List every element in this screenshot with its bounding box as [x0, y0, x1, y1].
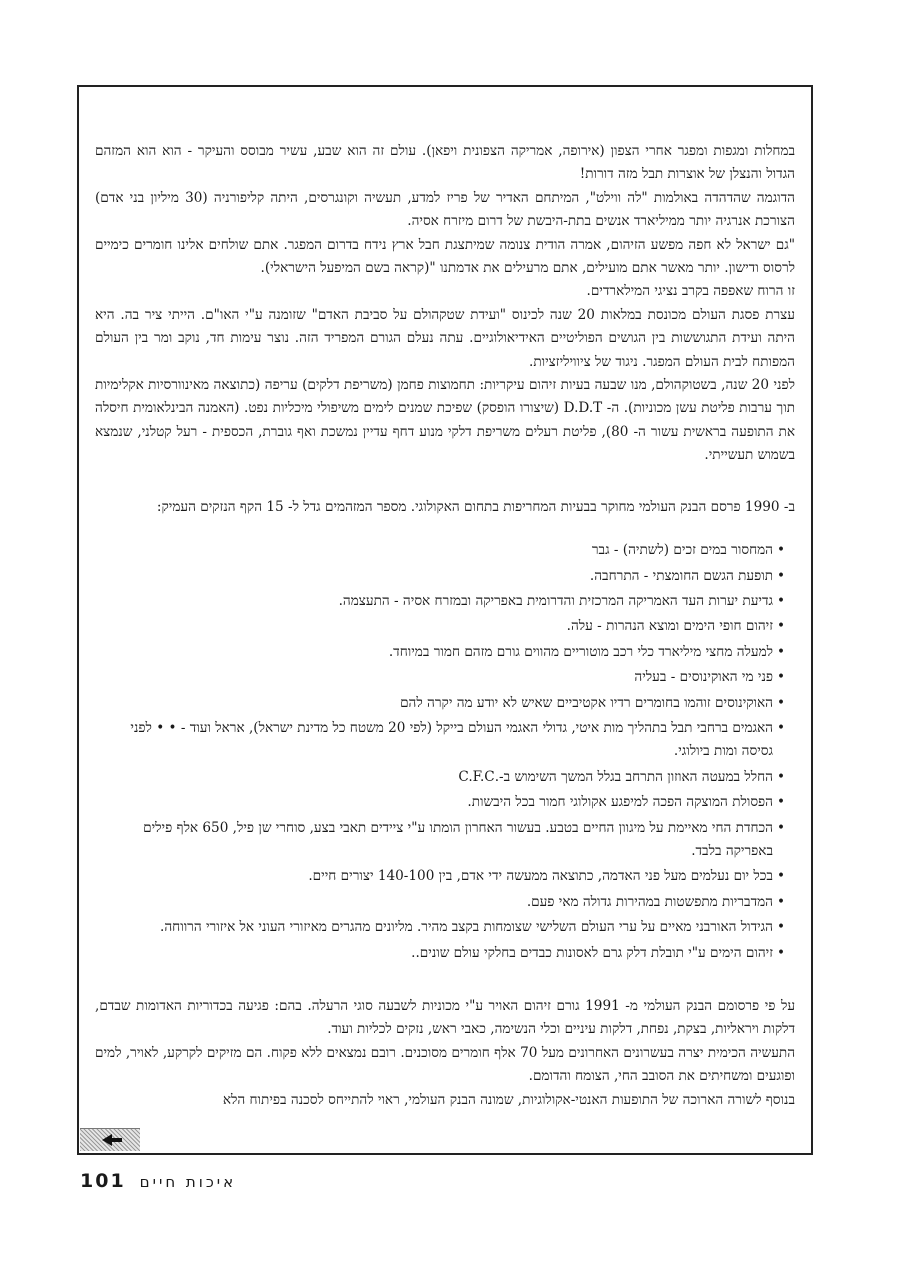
list-item: • זיהום חופי הימים ומוצא הנהרות - עלה.	[95, 615, 785, 638]
list-item: • תופעת הגשם החומצתי - התרחבה.	[95, 565, 785, 588]
list-item: • הפסולת המוצקה הפכה למיפגע אקולוגי חמור בכל היבשות.	[95, 791, 785, 814]
list-item: • פני מי האוקינוסים - בעליה	[95, 666, 785, 689]
paragraph: התעשיה הכימית יצרה בעשרונים האחרונים מעל 70 אלף חומרים מסוכנים. רובם נמצאים ללא פקוח. הם מזיקים לקרקע, לאויר, למים ופוגעים ומשחיתים את הסובב החי, הצומח והדומם.	[95, 1044, 796, 1085]
page-number: 101	[80, 1170, 126, 1192]
list-item: • זיהום הימים ע"י תובלת דלק גרם לאסונות כבדים בחלקי עולם שונים..	[95, 942, 785, 965]
pollution-problems-list	[95, 539, 795, 965]
back-arrow-icon[interactable]	[80, 1128, 140, 1151]
list-item: • הכחדת החי מאיימת על מיגוון החיים בטבע. בעשור האחרון הומתו ע"י ציידים תאבי בצע, סוחרי שן פיל, 650 אלף פילים באפריקה בלבד.	[95, 817, 785, 864]
list-item: • גדיעת יערות העד האמריקה המרכזית והדרומית באפריקה ובמזרח אסיה - התעצמה.	[95, 590, 785, 613]
list-item: • החלל במעטה האוזון התרחב בגלל המשך השימוש ב-.C.F.C	[95, 766, 785, 789]
list-item: • האוקינוסים זוהמו בחומרים רדיו אקטיביים שאיש לא יודע מה יקרה להם	[95, 692, 785, 715]
paragraph: "גם ישראל לא חפה מפשע הזיהום, אמרה הודית צנומה שמיתצגת חבל ארץ נידח בדרום המפגר. אתם שולחים אלינו חומרים כימיים לרסוס ודישון. יותר מאשר אתם מועילים, אתם מרעילים את אדמתנו "(קראה בשם המיפעל הישראלי).	[95, 236, 795, 277]
list-item: • למעלה מחצי מיליארד כלי רכב מוטוריים מהווים גורם מזהם חמור במיוחד.	[95, 641, 785, 664]
intro-1990-paragraph: ב- 1990 פרסם הבנק העולמי מחוקר בבעיות המחריפות בתחום האקולוגי. מספר המזהמים גדל ל- 15 הקף הנזקים העמיק:	[156, 498, 795, 515]
list-item: • המחסור במים זכים (לשתיה) - גבר	[95, 539, 785, 562]
paragraph: במחלות ומגפות ומפגר אחרי הצפון (אירופה, אמריקה הצפונית ויפאן). עולם זה הוא שבע, עשיר מבוסס והעיקר - הוא הוא המזהם הגדול והנצלן של אוצרות תבל מזה דורות!	[95, 143, 795, 183]
list-item: • המדבריות מתפשטות במהירות גדולה מאי פעם.	[95, 891, 785, 914]
list-item: • בכל יום נעלמים מעל פני האדמה, כתוצאה ממעשה ידי אדם, בין 140-100 יצורים חיים.	[95, 865, 785, 888]
page-footer	[80, 1170, 236, 1200]
paragraph: על פי פרסומם הבנק העולמי מ- 1991 גורם זיהום האויר ע"י מכוניות לשבעה סוגי הרעלה. בהם: פגיעה בכדוריות האדומות שבדם, דלקות ויראליות, בצקת, נפחת, דלקות עיניים וכלי הנשימה, כאבי ראש, נזקים לכליות ועוד.	[95, 998, 796, 1038]
paragraph: עצרת פסגת העולם מכונסת במלאות 20 שנה לכינוס "ועידת שטקהולם על סביבת האדם" שזומנה ע"י האו"ם. הייתי ציר בה. היא היתה ועידת התגוששות בין הגושים הפוליטיים האידיאולוגיים. עתה נעלם הגורם המפריד הזה. נוצר עימות חד, נוקב ומר בין העולם המפותח לבית העולם המפגר. ניגוד של ציוויליזציות.	[95, 306, 795, 370]
paragraph: הדוגמה שהדהדה באולמות "לה ווילט", המיתחם האדיר של פריז למדע, תעשיה וקונגרסים, היתה קליפורניה (30 מיליון בני אדם) הצורכת אנרגיה יותר ממיליארד אנשים בתת-היבשת של דרום מיזרח אסיה.	[95, 189, 795, 230]
running-title: איכות חיים	[139, 1173, 237, 1191]
paragraph: לפני 20 שנה, בשטוקהולם, מנו שבעה בעיות זיהום עיקריות: תחמוצות פחמן (משריפת דלקים) עריפה (כתוצאה מאינוורסיות אקלימיות תוך ערבות פליטת עשן מכוניות). ה- D.D.T (שיצורו הופסק) שפיכת שמנים לימים משיפולי מיכליות נפט. (האמנה הבינלאומית חיסלה את התופעה בראשית עשור ה- 80), פליטת רעלים משריפת דלקי מנוע דחף עדיין נמשכת ואף גוברת, הכספית - רעל קטלני, שנמצא בשמוש תעשייתי.	[95, 377, 796, 464]
list-item: • הגידול האורבני מאיים על ערי העולם השלישי שצומחות בקצב מהיר. מליונים מהגרים מאיזורי העוני אל איזורי הרווחה.	[95, 916, 785, 939]
arrow-left-icon	[102, 1133, 122, 1147]
paragraph: בנוסף לשורה הארוכה של התופעות האנטי-אקולוגיות, שמונה הבנק העולמי, ראוי להתייחס לסכנה בפיתוח הלא	[222, 1091, 795, 1108]
paragraph: זו הרוח שאפפה בקרב נציגי המילארדים.	[586, 283, 795, 300]
article-body	[95, 140, 795, 1112]
list-item: • האגמים ברחבי תבל בתהליך מות איטי, גדולי האגמי העולם בייקל (לפי 20 משטח כל מדינת ישראל), אראל ועוד - • • לפני גסיסה ומות ביולוגי.	[95, 717, 785, 764]
